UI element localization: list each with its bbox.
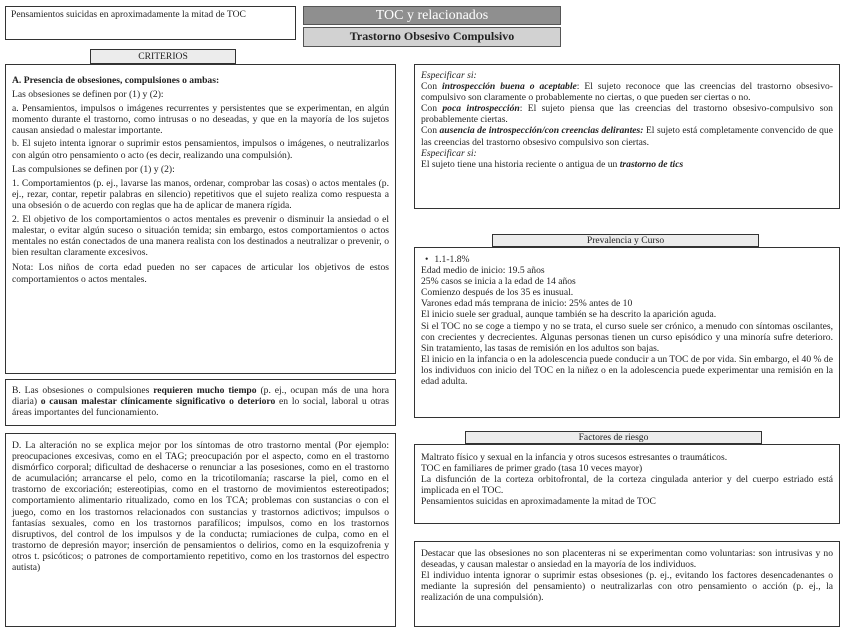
ausencia-introspeccion: Con ausencia de introspección/con creencias delirantes: El sujeto está completamente convencido de que las creencias del trastorno obsesivo compulsivo son ciertas. <box>421 125 833 148</box>
obsesion-b: b. El sujeto intenta ignorar o suprimir estos pensamientos, impulsos o imágenes, o neutralizarlos con algún otro pensamiento o acto (es decir, realizando una compulsión). <box>12 138 389 161</box>
nota: Nota: Los niños de corta edad pueden no ser capaces de articular los objetivos de estos comportamientos o actos mentales. <box>12 262 389 285</box>
prevalencia-line: El inicio en la infancia o en la adolescencia puede conducir a un TOC de por vida. Sin embargo, el 40 % de los individuos con inicio del TOC en la niñez o en la adolescencia puede experimentar una remisión en la edad adulta. <box>421 353 833 388</box>
criterios-tab: CRITERIOS <box>90 49 236 64</box>
factor-item: Maltrato físico y sexual en la infancia y otros sucesos estresantes o traumáticos. <box>421 452 728 463</box>
criterio-d-text: D. La alteración no se explica mejor por los síntomas de otro trastorno mental (Por ejemplo: preocupaciones excesivas, como en el TAG; preocupación por el aspecto, como en el trastorno dismórfico corporal; dificultad de deshacerse o renunciar a las posesiones, como en el trastorno de acumulación; arrancarse el pelo, como en la tricotilomanía; rascarse la piel, como en el trastorno de excoriación; estereotipias, como en el trastorno de movimientos estereotipados; comportamiento alimentario ritualizado, como en los TCA; problemas con sustancias o con el juego, como en los trastornos relacionados con sustancias y trastornos adictivos; impulsos o fantasías sexuales, como en los trastornos parafílicos; impulsos, como en los trastornos disruptivos, del control de los impulsos y de la conducta; rumiaciones de culpa, como en el trastorno de depresión mayor; inserción de pensamientos o delirios, como en la esquizofrenia y otros t. psicóticos; o patrones de comportamiento repetitivo, como en los trastornos del espectro autista) <box>12 440 389 574</box>
factor-item: La disfunción de la corteza orbitofrontal, de la corteza cingulada anterior y del cuerpo estriado está implicada en el TOC. <box>421 474 833 497</box>
prevalencia-line: Comienzo después de los 35 es inusual. <box>421 287 574 299</box>
prevalencia-tab: Prevalencia y Curso <box>492 234 759 247</box>
compulsiones-intro: Las compulsiones se definen por (1) y (2): <box>12 163 175 175</box>
poca-introspeccion: Con poca introspección: El sujeto piensa que las creencias del trastorno obsesivo-compulsivo son probablemente ciertas. <box>421 103 833 126</box>
obsesiones-intro: Las obsesiones se definen por (1) y (2): <box>12 89 164 101</box>
compulsion-1: 1. Comportamientos (p. ej., lavarse las manos, ordenar, comprobar las cosas) o actos mentales (p. ej., rezar, contar, repetir palabras en silencio) repetitivos que el sujeto realiza como respuesta a una obsesión o de acuerdo con reglas que ha de aplicar de manera rígida. <box>12 177 389 211</box>
prevalencia-line: Si el TOC no se coge a tiempo y no se trata, el curso suele ser crónico, a menudo con síntomas oscilantes, con crecientes y decrecientes. Algunas personas tienen un curso episódico y una minoría sufre deterioro. Sin tratamiento, las tasas de remisión en los adultos son bajas. <box>421 320 833 354</box>
note-box <box>5 6 296 40</box>
obsesion-a: a. Pensamientos, impulsos o imágenes recurrentes y persistentes que se experimentan, en algún momento durante el trastorno, como intrusas o no deseadas, y que en la mayoría de los sujetos causan ansiedad o malestar importante. <box>12 103 389 137</box>
destacar-p1: Destacar que las obsesiones no son placenteras ni se experimentan como voluntarias: son intrusivas y no deseadas, y causan malestar o ansiedad en la mayoría de los individuos. <box>421 548 833 571</box>
especificar-label-1: Especificar si: <box>421 70 477 81</box>
prevalencia-line: 25% casos se inicia a la edad de 14 años <box>421 276 576 288</box>
page-title: Trastorno Obsesivo Compulsivo <box>303 27 561 47</box>
prevalencia-box <box>414 247 840 418</box>
factor-item: TOC en familiares de primer grado (tasa 10 veces mayor) <box>421 463 643 475</box>
criterio-b-box <box>5 379 396 426</box>
prevalencia-line: Varones edad más temprana de inicio: 25% antes de 10 <box>421 298 633 310</box>
prevalencia-bullet: • 1.1-1.8% <box>425 254 470 265</box>
note-text: Pensamientos suicidas en aproximadamente la mitad de TOC <box>11 9 246 20</box>
especificar-box <box>414 64 840 209</box>
factor-item: Pensamientos suicidas en aproximadamente la mitad de TOC <box>421 496 656 508</box>
compulsion-2: 2. El objetivo de los comportamientos o actos mentales es prevenir o disminuir la ansiedad o el malestar, o evitar algún suceso o situación temida; sin embargo, estos comportamientos o actos mentales no están conectados de una manera realista con los destinados a neutralizar o prevenir, o bien resultan claramente excesivos. <box>12 214 389 259</box>
prevalencia-line: Edad medio de inicio: 19.5 años <box>421 265 545 277</box>
bullet-icon: • <box>425 254 429 265</box>
factores-box <box>414 444 840 524</box>
section-title: TOC y relacionados <box>303 6 561 25</box>
trastorno-tics: El sujeto tiene una historia reciente o antigua de un trastorno de tics <box>421 158 684 170</box>
introspeccion-buena: Con introspección buena o aceptable: El sujeto reconoce que las creencias del trastorno obsesivo-compulsivo son claramente o probablemente no ciertas, o que pueden ser ciertas o no. <box>421 81 833 104</box>
criterio-d-box <box>5 433 396 627</box>
especificar-label-2: Especificar si: <box>421 147 477 159</box>
criterio-a-box <box>5 64 396 374</box>
prevalencia-line: El inicio suele ser gradual, aunque también se ha descrito la aparición aguda. <box>421 309 717 321</box>
destacar-box <box>414 541 840 627</box>
criterio-b-text: B. Las obsesiones o compulsiones requieren mucho tiempo (p. ej., ocupan más de una hora diaria) o causan malestar clínicamente significativo o deterioro en lo social, laboral u otras áreas importantes del funcionamiento. <box>12 385 390 419</box>
destacar-p2: El individuo intenta ignorar o suprimir estas obsesiones (p. ej., evitando los factores desencadenantes o mediante la supresión del pensamiento) o neutralizarlas con otro pensamiento o acción (p. ej., la realización de una compulsión). <box>421 570 833 604</box>
factores-tab: Factores de riesgo <box>465 431 762 444</box>
criterio-a-heading: A. Presencia de obsesiones, compulsiones o ambas: <box>12 75 220 86</box>
